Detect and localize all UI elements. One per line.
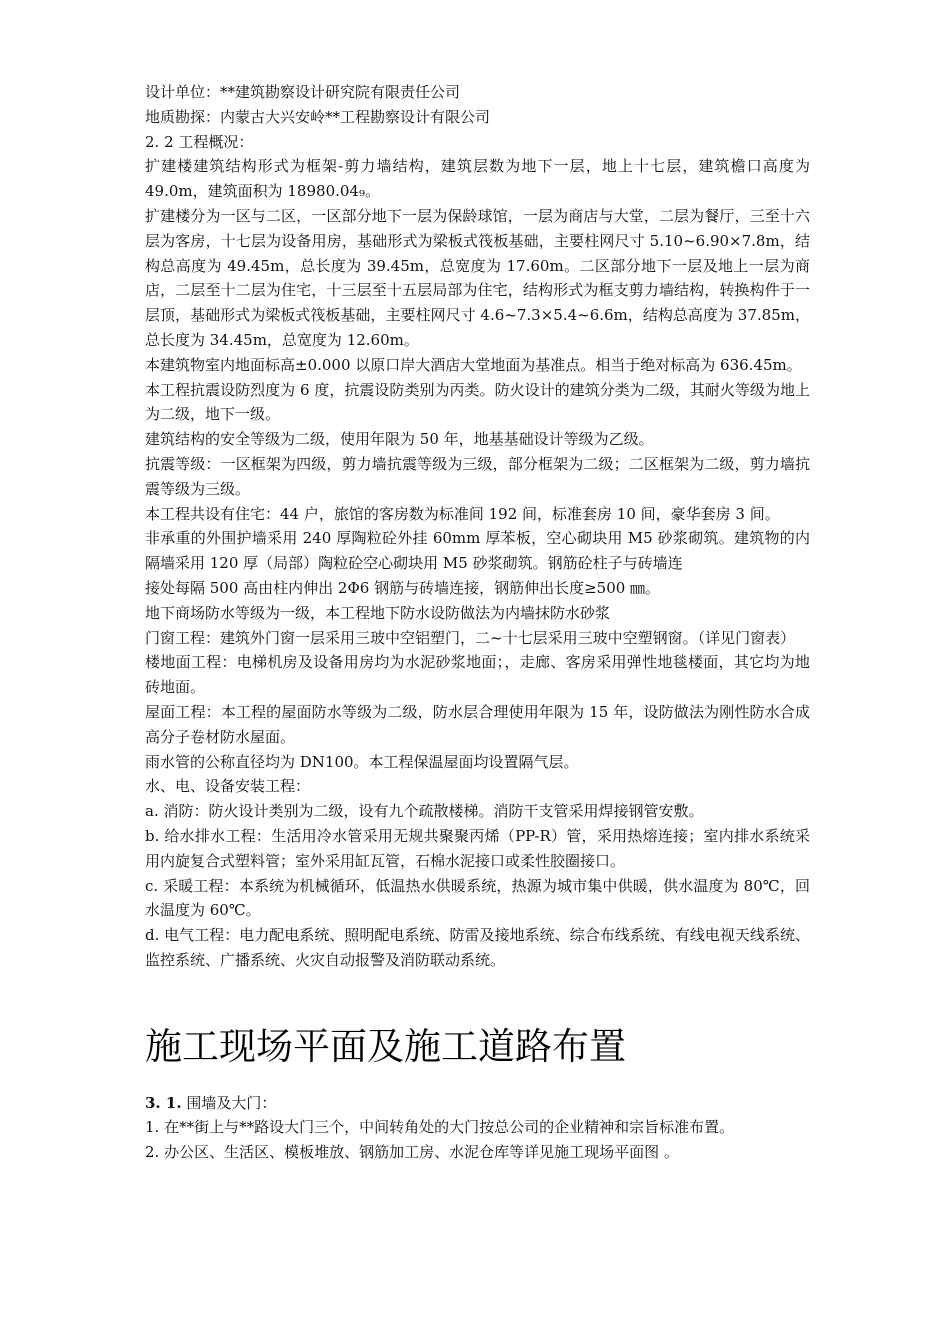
paragraph: 接处每隔 500 高由柱内伸出 2Φ6 钢筋与砖墙连接，钢筋伸出长度≥500 ㎜。 (145, 578, 661, 597)
list-item: c. 采暖工程：本系统为机械循环，低温热水供暖系统，热源为城市集中供暖，供水温度为 80℃，回水温度为 60℃。 (145, 876, 810, 920)
subsection-number: 3. 1. (145, 1093, 182, 1112)
list-item: d. 电气工程：电力配电系统、照明配电系统、防雷及接地系统、综合布线系统、有线电视天线系统、监控系统、广播系统、火灾自动报警及消防联动系统。 (145, 926, 810, 969)
paragraph: 水、电、设备安装工程： (145, 777, 311, 796)
paragraph: 门窗工程：建筑外门窗一层采用三玻中空铝塑门，二~十七层采用三玻中空塑钢窗。（详见门窗表） (145, 628, 796, 647)
paragraph: 扩建楼建筑结构形式为框架-剪力墙结构，建筑层数为地下一层，地上十七层，建筑檐口高度为 49.0m，建筑面积为 18980.04₉。 (145, 157, 810, 201)
paragraph: 本工程共设有住宅：44 户，旅馆的客房数为标准间 192 间，标准套房 10 间，豪华套房 3 间。 (145, 504, 780, 523)
design-unit-line: 设计单位：**建筑勘察设计研究院有限责任公司 (145, 83, 461, 101)
subsection-title (145, 1091, 810, 1116)
section-heading: 施工现场平面及施工道路布置 (145, 1024, 626, 1068)
list-item: 1. 在**街上与**路设大门三个，中间转角处的大门按总公司的企业精神和宗旨标准布置。 (145, 1118, 735, 1137)
paragraph: 本工程抗震设防烈度为 6 度，抗震设防类别为丙类。防火设计的建筑分类为二级，其耐火等级为地上为二级，地下一级。 (145, 380, 810, 424)
paragraph: 地下商场防水等级为一级，本工程地下防水设防做法为内墙抹防水砂浆 (145, 603, 611, 622)
subsection-label: 围墙及大门： (181, 1093, 277, 1112)
list-item: b. 给水排水工程：生活用冷水管采用无规共聚聚丙烯（PP-R）管，采用热熔连接；室内排水系统采用内旋复合式塑料管；室外采用缸瓦管，石棉水泥接口或柔性胶圈接口。 (145, 826, 810, 870)
document-page (145, 80, 810, 1165)
paragraph: 抗震等级：一区框架为四级，剪力墙抗震等级为三级，部分框架为二级；二区框架为二级，剪力墙抗震等级为三级。 (145, 454, 810, 498)
overview-heading: 2. 2 工程概况： (145, 132, 254, 151)
list-item: 2. 办公区、生活区、模板堆放、钢筋加工房、水泥仓库等详见施工现场平面图 。 (145, 1143, 679, 1162)
list-item: a. 消防：防火设计类别为二级，设有九个疏散楼梯。消防干支管采用焊接钢管安敷。 (145, 802, 704, 821)
paragraph: 本建筑物室内地面标高±0.000 以原口岸大酒店大堂地面为基准点。相当于绝对标高为 636.45m。 (145, 355, 802, 374)
paragraph: 扩建楼分为一区与二区，一区部分地下一层为保龄球馆，一层为商店与大堂，二层为餐厅，三至十六层为客房，十七层为设备用房，基础形式为梁板式筏板基础，主要柱网尺寸 5.10~6.90×7.8m，结构总高度为 49.45m，总长度为 39.45m，总宽度为 17.60m。二区部分地下一层及地上一层为商店，二层至十二层为住宅，十三层至十五层局部为住宅，结构形式为框支剪力墙结构，转换构件于一层顶，基础形式为梁板式筏板基础，主要柱网尺寸 4.6~7.3×5.4~6.6m，结构总高度为 37.85m，总长度为 34.45m，总宽度为 12.60m。 (145, 206, 810, 349)
paragraph: 建筑结构的安全等级为二级，使用年限为 50 年，地基基础设计等级为乙级。 (145, 430, 654, 449)
paragraph: 非承重的外围护墙采用 240 厚陶粒砼外挂 60mm 厚苯板，空心砌块用 M5 砂浆砌筑。建筑物的内隔墙采用 120 厚（局部）陶粒砼空心砌块用 M5 砂浆砌筑。钢筋砼柱子与砖墙连 (145, 529, 810, 573)
paragraph: 雨水管的公称直径均为 DN100。本工程保温屋面均设置隔气层。 (145, 752, 579, 771)
paragraph: 楼地面工程：电梯机房及设备用房均为水泥砂浆地面；，走廊、客房采用弹性地毯楼面，其它均为地砖地面。 (145, 653, 810, 697)
geological-survey-line: 地质勘探：内蒙古大兴安岭**工程勘察设计有限公司 (145, 107, 491, 126)
paragraph: 屋面工程：本工程的屋面防水等级为二级，防水层合理使用年限为 15 年，设防做法为刚性防水合成高分子卷材防水屋面。 (145, 702, 810, 746)
